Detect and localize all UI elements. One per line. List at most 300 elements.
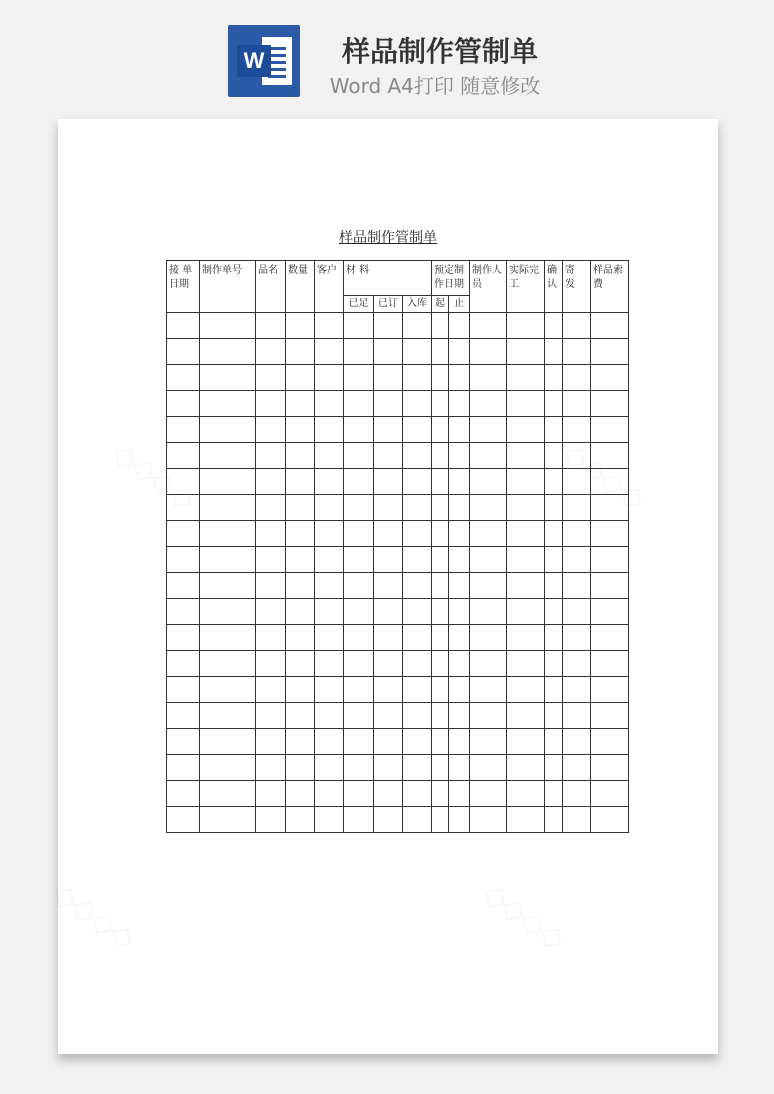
- table-cell: [470, 313, 507, 339]
- table-cell: [432, 651, 449, 677]
- table-cell: [545, 495, 563, 521]
- table-cell: [256, 313, 286, 339]
- table-cell: [286, 521, 315, 547]
- table-row: [167, 677, 629, 703]
- table-cell: [563, 781, 591, 807]
- table-row: [167, 443, 629, 469]
- table-cell: [470, 703, 507, 729]
- table-cell: [591, 755, 629, 781]
- table-cell: [545, 703, 563, 729]
- table-cell: [545, 807, 563, 833]
- header-materials: 材 料: [344, 261, 432, 296]
- table-cell: [315, 339, 344, 365]
- table-row: [167, 651, 629, 677]
- table-cell: [256, 651, 286, 677]
- table-cell: [374, 625, 403, 651]
- table-cell: [256, 807, 286, 833]
- table-cell: [545, 547, 563, 573]
- table-cell: [200, 729, 256, 755]
- table-cell: [403, 469, 432, 495]
- table-cell: [507, 625, 545, 651]
- table-cell: [286, 547, 315, 573]
- table-cell: [344, 599, 374, 625]
- table-cell: [449, 677, 470, 703]
- table-cell: [470, 495, 507, 521]
- table-cell: [449, 599, 470, 625]
- table-cell: [432, 547, 449, 573]
- watermark: [46, 876, 142, 958]
- table-cell: [200, 417, 256, 443]
- table-cell: [591, 781, 629, 807]
- table-cell: [256, 339, 286, 365]
- table-cell: [403, 781, 432, 807]
- table-cell: [449, 781, 470, 807]
- table-cell: [449, 729, 470, 755]
- table-cell: [167, 365, 200, 391]
- table-cell: [591, 729, 629, 755]
- table-cell: [403, 339, 432, 365]
- table-cell: [507, 391, 545, 417]
- table-cell: [344, 469, 374, 495]
- table-cell: [344, 729, 374, 755]
- table-cell: [344, 443, 374, 469]
- header-actual-done: 实际完 工: [507, 261, 545, 313]
- table-cell: [167, 599, 200, 625]
- table-cell: [374, 677, 403, 703]
- table-row: [167, 469, 629, 495]
- table-cell: [449, 573, 470, 599]
- table-cell: [286, 807, 315, 833]
- table-cell: [315, 495, 344, 521]
- table-cell: [403, 651, 432, 677]
- header-receive-date: 接 单 日期: [167, 261, 200, 313]
- table-cell: [286, 677, 315, 703]
- table-cell: [470, 365, 507, 391]
- table-cell: [344, 339, 374, 365]
- table-cell: [374, 495, 403, 521]
- table-cell: [591, 313, 629, 339]
- table-row: [167, 599, 629, 625]
- table-cell: [374, 807, 403, 833]
- table-cell: [286, 573, 315, 599]
- table-cell: [507, 443, 545, 469]
- table-cell: [403, 365, 432, 391]
- table-cell: [432, 365, 449, 391]
- header-send: 寄 发: [563, 261, 591, 313]
- table-cell: [563, 625, 591, 651]
- table-cell: [167, 339, 200, 365]
- table-cell: [449, 417, 470, 443]
- table-row: [167, 313, 629, 339]
- table-cell: [591, 443, 629, 469]
- table-cell: [315, 547, 344, 573]
- table-cell: [374, 547, 403, 573]
- table-row: [167, 755, 629, 781]
- header-quantity: 数量: [286, 261, 315, 313]
- table-cell: [591, 625, 629, 651]
- table-cell: [256, 573, 286, 599]
- table-cell: [256, 391, 286, 417]
- app-subtitle: Word A4打印 随意修改: [329, 74, 541, 98]
- table-cell: [449, 521, 470, 547]
- table-cell: [432, 469, 449, 495]
- table-row: [167, 495, 629, 521]
- table-cell: [344, 313, 374, 339]
- table-cell: [374, 365, 403, 391]
- table-cell: [432, 495, 449, 521]
- table-cell: [167, 573, 200, 599]
- table-cell: [545, 443, 563, 469]
- table-cell: [167, 547, 200, 573]
- table-cell: [200, 469, 256, 495]
- table-cell: [449, 365, 470, 391]
- table-cell: [403, 599, 432, 625]
- table-cell: [167, 521, 200, 547]
- table-cell: [507, 755, 545, 781]
- table-cell: [256, 547, 286, 573]
- table-cell: [449, 495, 470, 521]
- table-cell: [167, 781, 200, 807]
- header-product-name: 品名: [256, 261, 286, 313]
- table-cell: [470, 547, 507, 573]
- subheader-material-stocked: 入库: [403, 296, 432, 313]
- table-cell: [563, 391, 591, 417]
- table-cell: [591, 703, 629, 729]
- table-cell: [545, 625, 563, 651]
- table-cell: [545, 391, 563, 417]
- table-cell: [167, 417, 200, 443]
- table-cell: [167, 391, 200, 417]
- table-cell: [432, 781, 449, 807]
- document-title: [58, 227, 718, 247]
- table-cell: [167, 443, 200, 469]
- table-cell: [563, 339, 591, 365]
- table-row: [167, 625, 629, 651]
- table-cell: [563, 521, 591, 547]
- table-cell: [470, 807, 507, 833]
- table-cell: [200, 443, 256, 469]
- table-cell: [591, 495, 629, 521]
- table-cell: [256, 417, 286, 443]
- table-cell: [256, 495, 286, 521]
- table-cell: [507, 651, 545, 677]
- table-cell: [403, 573, 432, 599]
- table-cell: [563, 417, 591, 443]
- table-row: [167, 547, 629, 573]
- table-cell: [403, 807, 432, 833]
- table-cell: [200, 573, 256, 599]
- table-cell: [403, 703, 432, 729]
- table-cell: [507, 417, 545, 443]
- table-cell: [545, 573, 563, 599]
- table-cell: [256, 703, 286, 729]
- table-cell: [344, 781, 374, 807]
- table-cell: [507, 469, 545, 495]
- table-cell: [563, 703, 591, 729]
- table-cell: [591, 417, 629, 443]
- table-cell: [167, 313, 200, 339]
- table-cell: [256, 365, 286, 391]
- table-cell: [563, 469, 591, 495]
- table-cell: [470, 599, 507, 625]
- table-cell: [200, 495, 256, 521]
- table-cell: [563, 599, 591, 625]
- table-cell: [200, 703, 256, 729]
- table-cell: [591, 573, 629, 599]
- table-cell: [432, 443, 449, 469]
- table-cell: [545, 339, 563, 365]
- table-cell: [286, 729, 315, 755]
- table-row: [167, 365, 629, 391]
- table-cell: [374, 521, 403, 547]
- table-cell: [374, 417, 403, 443]
- table-cell: [315, 313, 344, 339]
- table-row: [167, 729, 629, 755]
- table-cell: [315, 781, 344, 807]
- table-cell: [315, 703, 344, 729]
- table-cell: [374, 755, 403, 781]
- table-cell: [286, 781, 315, 807]
- table-row: [167, 807, 629, 833]
- subheader-material-ready: 已足: [344, 296, 374, 313]
- table-cell: [374, 443, 403, 469]
- table-cell: [256, 599, 286, 625]
- table-cell: [344, 677, 374, 703]
- table-cell: [167, 625, 200, 651]
- watermark: [476, 876, 572, 958]
- table-cell: [344, 755, 374, 781]
- table-cell: [286, 417, 315, 443]
- table-cell: [545, 755, 563, 781]
- table-cell: [286, 495, 315, 521]
- table-cell: [545, 781, 563, 807]
- table-cell: [591, 521, 629, 547]
- table-cell: [507, 599, 545, 625]
- table-cell: [256, 443, 286, 469]
- table-cell: [167, 677, 200, 703]
- table-row: [167, 339, 629, 365]
- table-cell: [403, 495, 432, 521]
- table-cell: [256, 625, 286, 651]
- table-cell: [403, 625, 432, 651]
- table-cell: [374, 391, 403, 417]
- table-cell: [344, 703, 374, 729]
- table-cell: [374, 781, 403, 807]
- table-cell: [563, 807, 591, 833]
- table-cell: [315, 417, 344, 443]
- table-cell: [403, 521, 432, 547]
- table-cell: [403, 417, 432, 443]
- table-cell: [449, 391, 470, 417]
- table-cell: [344, 365, 374, 391]
- document-title-text: 样品制作管制单: [339, 230, 437, 246]
- table-cell: [200, 625, 256, 651]
- table-cell: [432, 573, 449, 599]
- table-cell: [286, 365, 315, 391]
- table-cell: [470, 521, 507, 547]
- table-cell: [315, 443, 344, 469]
- table-cell: [507, 807, 545, 833]
- table-cell: [470, 625, 507, 651]
- header-maker: 制作人 员: [470, 261, 507, 313]
- table-cell: [470, 729, 507, 755]
- table-cell: [591, 651, 629, 677]
- table-cell: [200, 339, 256, 365]
- table-cell: [432, 391, 449, 417]
- header: [0, 0, 774, 110]
- table-cell: [563, 755, 591, 781]
- table-cell: [432, 807, 449, 833]
- table-cell: [545, 677, 563, 703]
- table-cell: [344, 417, 374, 443]
- table-cell: [545, 313, 563, 339]
- table-cell: [507, 729, 545, 755]
- table-row: [167, 391, 629, 417]
- table-cell: [449, 313, 470, 339]
- table-cell: [167, 703, 200, 729]
- table-row: [167, 703, 629, 729]
- table-cell: [563, 729, 591, 755]
- table-cell: [344, 521, 374, 547]
- table-cell: [374, 313, 403, 339]
- table-cell: [432, 521, 449, 547]
- table-cell: [507, 339, 545, 365]
- table-cell: [507, 521, 545, 547]
- table-cell: [286, 391, 315, 417]
- table-cell: [403, 313, 432, 339]
- word-icon: [228, 25, 300, 97]
- table-cell: [545, 651, 563, 677]
- table-cell: [286, 443, 315, 469]
- word-letter: W: [237, 45, 271, 77]
- table-cell: [470, 781, 507, 807]
- table-cell: [167, 495, 200, 521]
- table-cell: [403, 729, 432, 755]
- header-sample-fee: 样品索 费: [591, 261, 629, 313]
- table-cell: [591, 807, 629, 833]
- table-cell: [167, 469, 200, 495]
- table-cell: [256, 521, 286, 547]
- table-cell: [591, 599, 629, 625]
- table-row: [167, 417, 629, 443]
- table-cell: [403, 677, 432, 703]
- table-cell: [344, 651, 374, 677]
- table-cell: [315, 391, 344, 417]
- header-planned-date: 预定制 作日期: [432, 261, 470, 296]
- table-cell: [256, 781, 286, 807]
- table-cell: [344, 573, 374, 599]
- sample-control-table: [166, 260, 629, 833]
- table-cell: [432, 677, 449, 703]
- table-cell: [470, 417, 507, 443]
- table-cell: [470, 755, 507, 781]
- table-cell: [200, 677, 256, 703]
- table-cell: [315, 755, 344, 781]
- table-cell: [200, 599, 256, 625]
- table-cell: [315, 365, 344, 391]
- table-cell: [403, 755, 432, 781]
- table-cell: [315, 625, 344, 651]
- table-cell: [470, 677, 507, 703]
- table-cell: [286, 469, 315, 495]
- table-cell: [545, 599, 563, 625]
- table-cell: [200, 521, 256, 547]
- table-cell: [315, 651, 344, 677]
- table-cell: [403, 443, 432, 469]
- table-cell: [449, 807, 470, 833]
- table-cell: [545, 729, 563, 755]
- table-cell: [507, 703, 545, 729]
- table-cell: [374, 599, 403, 625]
- app-title: 样品制作管制单: [341, 35, 538, 68]
- table-row: [167, 781, 629, 807]
- table-cell: [563, 677, 591, 703]
- table-cell: [449, 625, 470, 651]
- table-cell: [315, 469, 344, 495]
- table-cell: [374, 573, 403, 599]
- table-cell: [286, 625, 315, 651]
- table-cell: [432, 625, 449, 651]
- table-cell: [591, 677, 629, 703]
- table-cell: [432, 313, 449, 339]
- table-cell: [374, 469, 403, 495]
- table-cell: [470, 339, 507, 365]
- table-cell: [432, 755, 449, 781]
- table-cell: [470, 573, 507, 599]
- table-cell: [200, 365, 256, 391]
- table-cell: [286, 599, 315, 625]
- table-cell: [449, 651, 470, 677]
- table-cell: [374, 703, 403, 729]
- table-cell: [563, 547, 591, 573]
- table-cell: [256, 469, 286, 495]
- table-cell: [591, 469, 629, 495]
- table-cell: [167, 755, 200, 781]
- table-cell: [167, 651, 200, 677]
- table-cell: [374, 651, 403, 677]
- table-cell: [432, 703, 449, 729]
- header-order-no: 制作单号: [200, 261, 256, 313]
- table-cell: [470, 391, 507, 417]
- table-cell: [374, 729, 403, 755]
- table-cell: [374, 339, 403, 365]
- table-cell: [507, 495, 545, 521]
- table-cell: [470, 651, 507, 677]
- document-page: [58, 119, 718, 1054]
- table-cell: [545, 417, 563, 443]
- table-cell: [449, 755, 470, 781]
- table-cell: [315, 573, 344, 599]
- table-cell: [507, 365, 545, 391]
- table-cell: [563, 313, 591, 339]
- table-cell: [256, 755, 286, 781]
- table-cell: [470, 469, 507, 495]
- table-cell: [315, 677, 344, 703]
- table-cell: [563, 495, 591, 521]
- table-cell: [286, 339, 315, 365]
- table-row: [167, 573, 629, 599]
- table-cell: [256, 677, 286, 703]
- subheader-material-ordered: 已订: [374, 296, 403, 313]
- table-cell: [563, 651, 591, 677]
- table-cell: [315, 807, 344, 833]
- header-confirm: 确 认: [545, 261, 563, 313]
- table-cell: [286, 755, 315, 781]
- table-cell: [315, 521, 344, 547]
- table-cell: [286, 703, 315, 729]
- table-cell: [344, 625, 374, 651]
- table-cell: [507, 573, 545, 599]
